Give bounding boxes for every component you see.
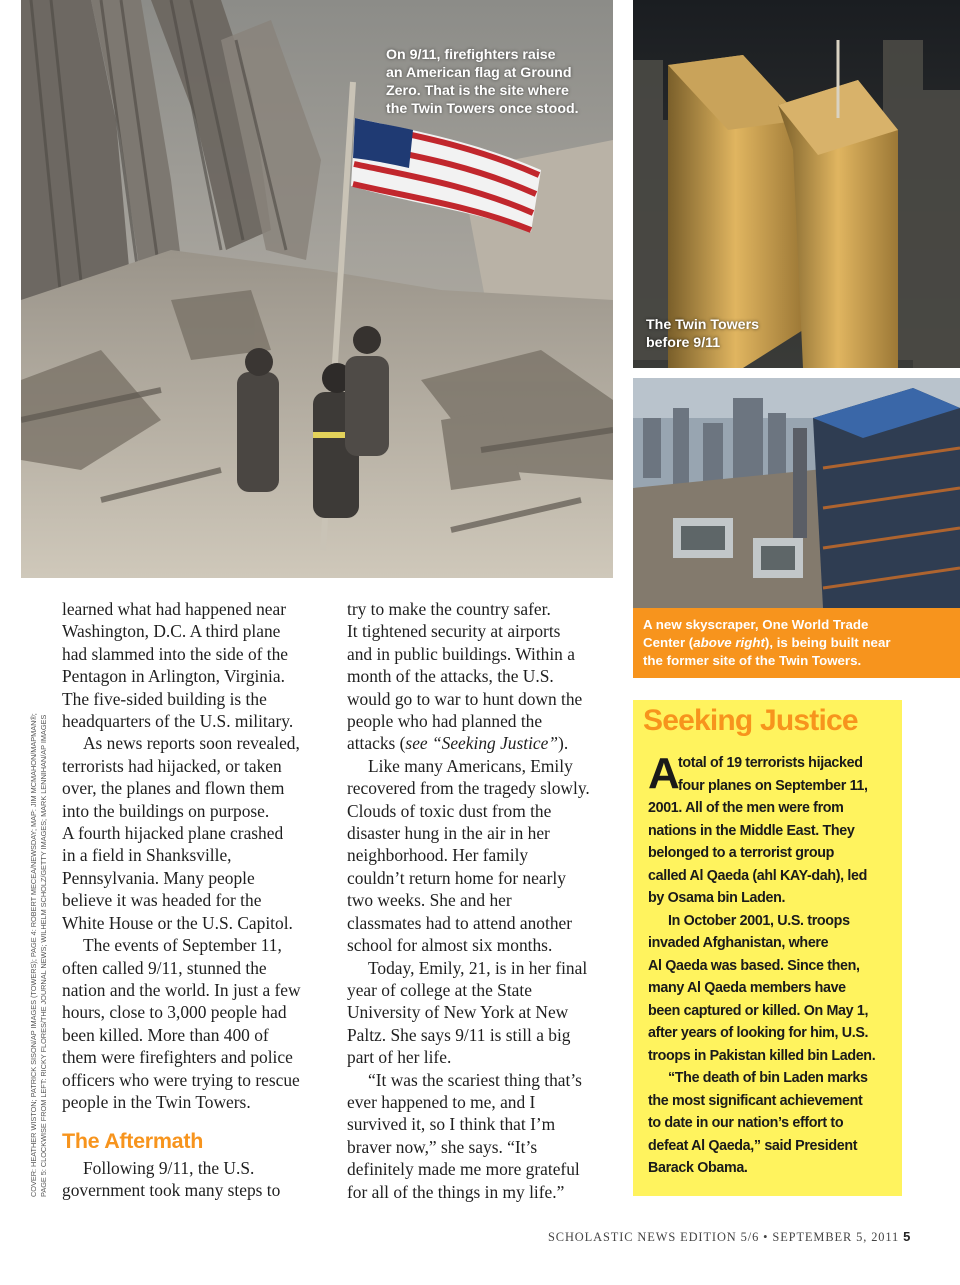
text-line: for all of the things in my life.” <box>347 1181 565 1202</box>
twin-towers-photo <box>633 0 960 368</box>
article-emphasis: see “Seeking Justice” <box>405 733 559 754</box>
text-line: ever happened to me, and I <box>347 1091 536 1112</box>
text-line: Today, Emily, 21, is in her final <box>368 957 588 978</box>
text-line: by Osama bin Laden. <box>648 890 786 906</box>
text-line: to date in our nation’s effort to <box>648 1115 844 1131</box>
article-line <box>347 732 617 754</box>
page-footer <box>548 1229 910 1245</box>
text-line: nations in the Middle East. They <box>648 822 855 839</box>
text-line: been killed. More than 400 of <box>62 1024 269 1045</box>
text-line: the most significant achievement <box>648 1092 863 1109</box>
text-line: into the buildings on purpose. <box>62 800 270 821</box>
wtc-photo-caption <box>633 608 960 678</box>
text-line: troops in Pakistan killed bin Laden. <box>648 1047 876 1064</box>
text-line: four planes on September 11, <box>678 777 868 794</box>
text-line: Following 9/11, the U.S. <box>83 1158 255 1178</box>
text-line: would go to war to hunt down the <box>347 688 583 709</box>
credit-line: COVER: HEATHER WISTON; PATRICK SISON/AP IMAGES (TOWERS); PAGE 4: ROBERT MECEA/NEWSDAY; MAP: JIM MCMAHON/MAPMAN®; <box>29 713 38 1197</box>
text-line: invaded Afghanistan, where <box>648 935 829 951</box>
text-line: defeat Al Qaeda,” said President <box>648 1137 858 1154</box>
text-line: belonged to a terrorist group <box>648 845 835 861</box>
text-line: “It was the scariest thing that’s <box>368 1069 582 1090</box>
article-paragraph <box>347 755 617 1203</box>
text-line: them were firefighters and police <box>62 1047 293 1068</box>
text-line: As news reports soon revealed, <box>83 733 300 754</box>
caption-emphasis: above right <box>693 635 765 650</box>
article-column-left-continued <box>62 1157 340 1202</box>
article-text: attacks ( <box>347 733 406 754</box>
text-line: The five-sided building is the <box>62 688 267 709</box>
text-line: It tightened security at airports <box>347 621 561 642</box>
text-line: government took many steps to <box>62 1180 281 1201</box>
caption-line: the Twin Towers once stood. <box>386 101 579 117</box>
text-line: believe it was headed for the <box>62 890 262 911</box>
text-line: officers who were trying to rescue <box>62 1069 300 1090</box>
text-line: year of college at the State <box>347 979 532 1000</box>
text-line: hours, close to 3,000 people had <box>62 1002 287 1023</box>
credit-line: PAGE 5: CLOCKWISE FROM LEFT: RICKY FLORES/THE JOURNAL NEWS; WILHELM SCHOLZ/GETTY IMAGES; MARK LENNIHAN/AP IMAGES <box>39 714 48 1197</box>
text-line: Pennsylvania. Many people <box>62 867 255 888</box>
text-line: Paltz. She says 9/11 is still a big <box>347 1024 571 1045</box>
text-line: nation and the world. In just a few <box>62 979 301 1000</box>
text-line: school for almost six months. <box>347 935 553 956</box>
text-line: Barack Obama. <box>648 1160 748 1176</box>
caption-line: an American flag at Ground <box>386 65 572 81</box>
text-line: Clouds of toxic dust from the <box>347 800 552 821</box>
text-line: terrorists had hijacked, or taken <box>62 755 282 776</box>
twin-towers-caption <box>646 316 796 352</box>
caption-line: A new skyscraper, One World Trade <box>643 617 869 632</box>
text-line: classmates had to attend another <box>347 912 573 933</box>
text-line: month of the attacks, the U.S. <box>347 666 554 687</box>
text-line: had slammed into the side of the <box>62 643 289 664</box>
text-line: people who had planned the <box>347 711 543 732</box>
text-line: couldn’t return home for nearly <box>347 867 566 888</box>
text-line: part of her life. <box>347 1047 452 1068</box>
caption-line <box>643 634 950 652</box>
text-line: called Al Qaeda (ahl KAY-dah), led <box>648 867 868 884</box>
text-line: disaster hung in the air in her <box>347 823 550 844</box>
text-line: The events of September 11, <box>83 935 282 956</box>
caption-text: Center ( <box>643 635 694 650</box>
text-line: learned what had happened near <box>62 599 287 619</box>
text-line: headquarters of the U.S. military. <box>62 711 294 732</box>
text-line: neighborhood. Her family <box>347 845 529 866</box>
text-line: University of New York at New <box>347 1002 569 1023</box>
caption-line: On 9/11, firefighters raise <box>386 47 556 63</box>
text-line: recovered from the tragedy slowly. <box>347 778 590 799</box>
aftermath-heading: The Aftermath <box>62 1129 204 1153</box>
text-line: braver now,” she says. “It’s <box>347 1136 538 1157</box>
sidebar-body <box>648 749 898 1180</box>
text-line: In October 2001, U.S. troops <box>668 912 850 929</box>
sidebar-title: Seeking Justice <box>643 704 858 737</box>
text-line: Pentagon in Arlington, Virginia. <box>62 666 285 687</box>
text-line: people in the Twin Towers. <box>62 1091 251 1112</box>
text-line: often called 9/11, stunned the <box>62 957 267 978</box>
main-photo-caption <box>386 46 601 118</box>
text-line: A fourth hijacked plane crashed <box>62 823 284 844</box>
text-line: been captured or killed. On May 1, <box>648 1002 869 1019</box>
text-line: survived it, so I think that I’m <box>347 1114 556 1135</box>
text-line: Al Qaeda was based. Since then, <box>648 957 860 974</box>
text-line: after years of looking for him, U.S. <box>648 1025 869 1041</box>
text-line: two weeks. She and her <box>347 890 512 911</box>
text-line: definitely made me more grateful <box>347 1159 580 1180</box>
article-paragraph <box>347 598 617 732</box>
text-line: 2001. All of the men were from <box>648 800 844 816</box>
drop-cap: A <box>648 749 680 798</box>
page-number: 5 <box>903 1229 911 1244</box>
text-line: “The death of bin Laden marks <box>668 1070 868 1086</box>
text-line: White House or the U.S. Capitol. <box>62 912 293 933</box>
caption-line: The Twin Towers <box>646 317 759 333</box>
text-line: many Al Qaeda members have <box>648 980 846 996</box>
text-line: in a field in Shanksville, <box>62 845 232 866</box>
article-column-middle <box>347 598 617 1203</box>
text-line: over, the planes and flown them <box>62 778 285 799</box>
footer-text: SCHOLASTIC NEWS EDITION 5/6 • SEPTEMBER 5, 2011 <box>548 1230 900 1244</box>
text-line: try to make the country safer. <box>347 599 551 619</box>
text-line: Washington, D.C. A third plane <box>62 621 281 642</box>
article-text: ). <box>558 733 569 754</box>
caption-line: Zero. That is the site where <box>386 83 569 99</box>
article-column-left <box>62 598 340 1113</box>
caption-line: the former site of the Twin Towers. <box>643 653 862 668</box>
one-world-trade-center-photo <box>633 378 960 608</box>
text-line: Like many Americans, Emily <box>368 755 573 776</box>
photo-credits <box>29 713 49 1197</box>
text-line: total of 19 terrorists hijacked <box>678 755 863 771</box>
caption-text: ), is being built near <box>764 635 891 650</box>
text-line: and in public buildings. Within a <box>347 643 575 664</box>
caption-line: before 9/11 <box>646 335 721 351</box>
